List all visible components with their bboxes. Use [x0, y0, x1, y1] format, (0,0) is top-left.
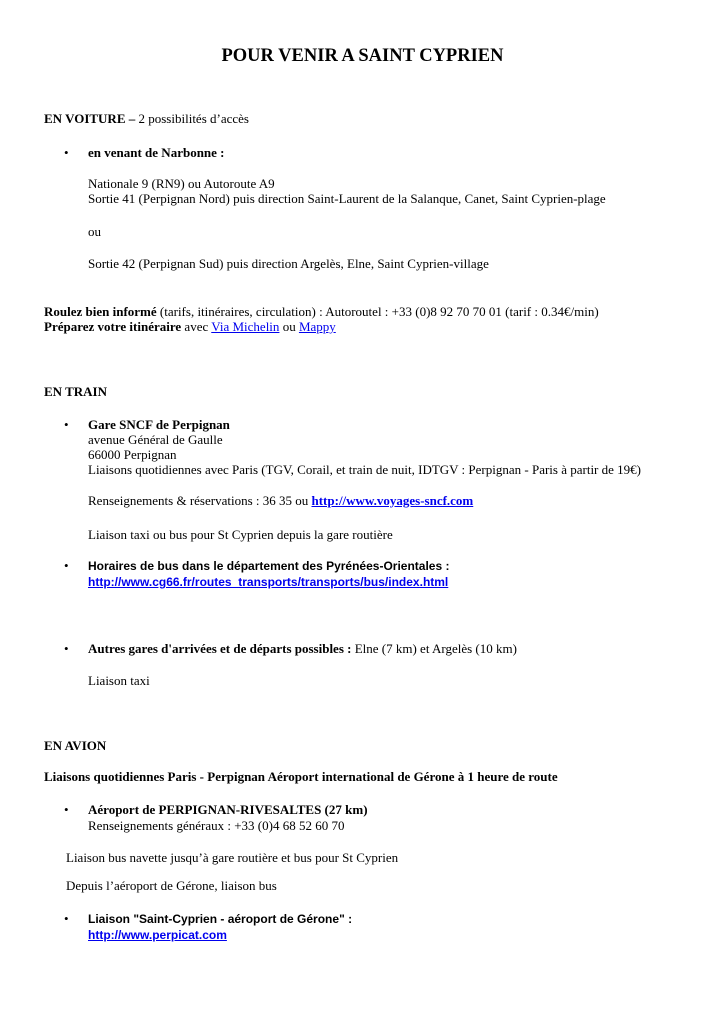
traffic-info-line [44, 304, 599, 320]
mappy-link[interactable]: Mappy [298, 319, 336, 334]
airport-title: Aéroport de PERPIGNAN-RIVESALTES (27 km) [88, 802, 368, 817]
train-connections: Liaisons quotidiennes avec Paris (TGV, Corail, et train de nuit, IDTGV : Perpignan - Paris à partir de 19€) [88, 462, 641, 477]
airport-info: Renseignements généraux : +33 (0)4 68 52 60 70 [88, 818, 345, 833]
itinerary-or: ou [279, 319, 299, 334]
itinerary-with: avec [181, 319, 212, 334]
via-michelin-link[interactable]: Via Michelin [211, 319, 280, 334]
page-title: POUR VENIR A SAINT CYPRIEN [221, 46, 504, 66]
taxi-bus-line: Liaison taxi ou bus pour St Cyprien depuis la gare routière [88, 527, 393, 542]
bullet-icon: • [64, 911, 69, 926]
plane-connections: Liaisons quotidiennes Paris - Perpignan Aéroport international de Gérone à 1 heure de route [44, 769, 558, 784]
itinerary-line [44, 319, 336, 335]
taxi-line: Liaison taxi [88, 673, 150, 688]
car-heading-detail: 2 possibilités d’accès [135, 111, 249, 126]
car-heading-label: EN VOITURE – [44, 111, 136, 126]
perpicat-link[interactable]: http://www.perpicat.com [88, 928, 227, 942]
bullet-icon: • [64, 145, 69, 160]
car-section-heading [44, 111, 249, 127]
train-reservations-line [88, 493, 473, 509]
plane-section-heading: EN AVION [44, 738, 107, 753]
other-stations-detail: Elne (7 km) et Argelès (10 km) [351, 641, 517, 656]
other-stations-line [88, 641, 517, 657]
gare-street: avenue Général de Gaulle [88, 432, 223, 447]
bus-schedule-title: Horaires de bus dans le département des Pyrénées-Orientales : [88, 559, 450, 573]
bullet-icon: • [64, 558, 69, 573]
gare-city: 66000 Perpignan [88, 447, 177, 462]
sortie-41-line: Sortie 41 (Perpignan Nord) puis direction Saint-Laurent de la Salanque, Canet, Saint Cyprien-plage [88, 191, 606, 206]
sortie-42-line: Sortie 42 (Perpignan Sud) puis direction Argelès, Elne, Saint Cyprien-village [88, 256, 489, 271]
reservations-text: Renseignements & réservations : 36 35 ou [88, 493, 312, 508]
cg66-link[interactable]: http://www.cg66.fr/routes_transports/transports/bus/index.html [88, 575, 449, 589]
traffic-info-label: Roulez bien informé [44, 304, 157, 319]
bullet-icon: • [64, 802, 69, 817]
or-separator: ou [88, 224, 101, 239]
gerone-line: Depuis l’aéroport de Gérone, liaison bus [66, 878, 277, 893]
train-section-heading: EN TRAIN [44, 384, 107, 399]
voyages-sncf-link[interactable]: http://www.voyages-sncf.com [311, 493, 474, 508]
gare-sncf-title: Gare SNCF de Perpignan [88, 417, 230, 432]
narbonne-bullet: en venant de Narbonne : [88, 145, 225, 160]
bullet-icon: • [64, 417, 69, 432]
route-line: Nationale 9 (RN9) ou Autoroute A9 [88, 176, 275, 191]
shuttle-line: Liaison bus navette jusqu’à gare routière et bus pour St Cyprien [66, 850, 399, 865]
gerone-connection-title: Liaison "Saint-Cyprien - aéroport de Gérone" : [88, 912, 353, 926]
bullet-icon: • [64, 641, 69, 656]
other-stations-label: Autres gares d'arrivées et de départs possibles : [88, 641, 352, 656]
itinerary-label: Préparez votre itinéraire [44, 319, 182, 334]
traffic-info-detail: (tarifs, itinéraires, circulation) : Autoroutel : +33 (0)8 92 70 70 01 (tarif : 0.34€/min) [156, 304, 599, 319]
